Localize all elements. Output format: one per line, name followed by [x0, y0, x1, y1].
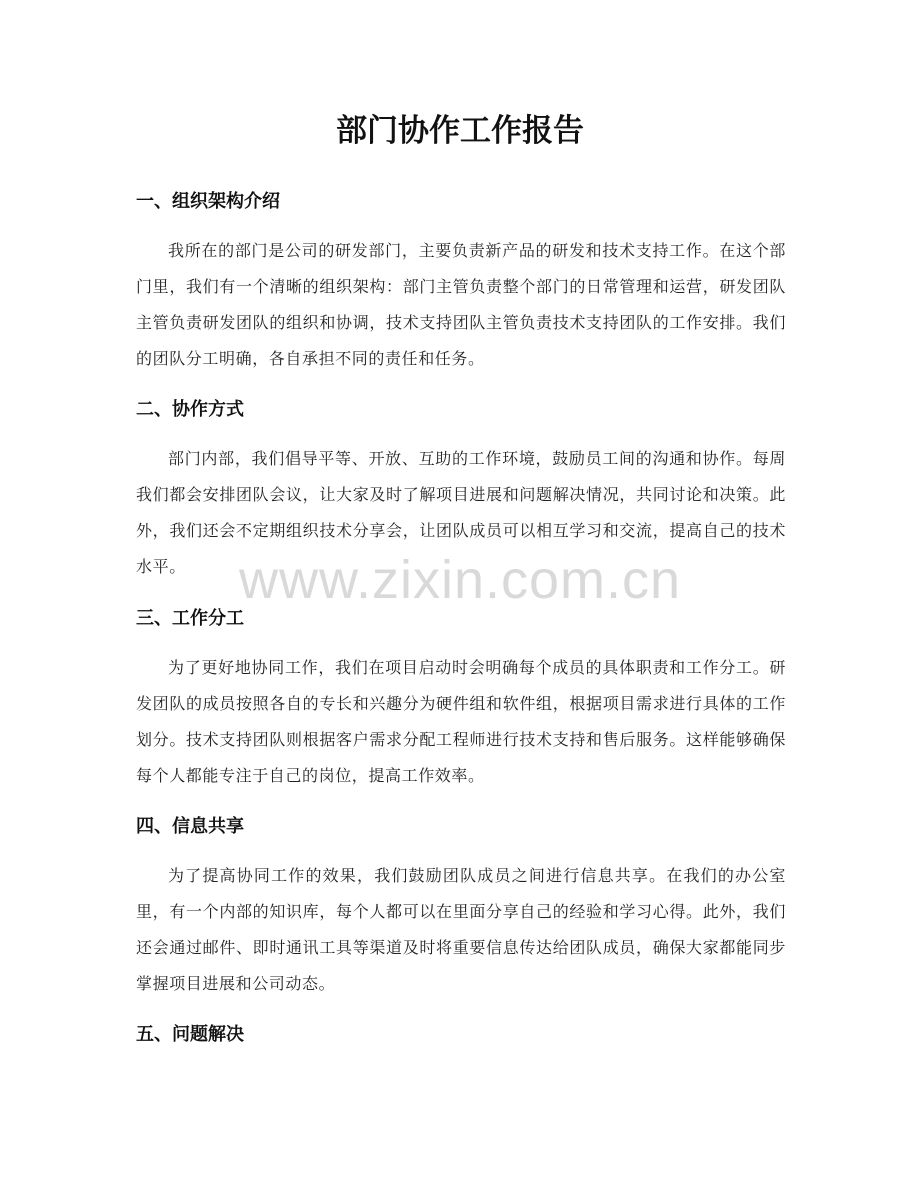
watermark: www.zixin.com.cn — [238, 550, 682, 610]
section-body-2: 部门内部，我们倡导平等、开放、互助的工作环境，鼓励员工间的沟通和协作。每周我们都会安排团队会议，让大家及时了解项目进展和问题解决情况，共同讨论和决策。此外，我们还会不定期组织技术分享会，让团队成员可以相互学习和交流，提高自己的技术水平。 — [136, 449, 786, 576]
section-heading-4: 四、信息共享 — [136, 816, 244, 837]
section-body-1: 我所在的部门是公司的研发部门，主要负责新产品的研发和技术支持工作。在这个部门里，我们有一个清晰的组织架构：部门主管负责整个部门的日常管理和运营，研发团队主管负责研发团队的组织和协调，技术支持团队主管负责技术支持团队的工作安排。我们的团队分工明确，各自承担不同的责任和任务。 — [136, 241, 786, 368]
section-heading-3: 三、工作分工 — [136, 608, 244, 629]
section-heading-1: 一、组织架构介绍 — [136, 191, 280, 212]
section-heading-5: 五、问题解决 — [136, 1024, 244, 1045]
section-heading-2: 二、协作方式 — [136, 399, 244, 420]
document-title: 部门协作工作报告 — [336, 113, 584, 149]
section-body-4: 为了提高协同工作的效果，我们鼓励团队成员之间进行信息共享。在我们的办公室里，有一个内部的知识库，每个人都可以在里面分享自己的经验和学习心得。此外，我们还会通过邮件、即时通讯工具等渠道及时将重要信息传达给团队成员，确保大家都能同步掌握项目进展和公司动态。 — [136, 866, 786, 993]
section-body-3: 为了更好地协同工作，我们在项目启动时会明确每个成员的具体职责和工作分工。研发团队的成员按照各自的专长和兴趣分为硬件组和软件组，根据项目需求进行具体的工作划分。技术支持团队则根据客户需求分配工程师进行技术支持和售后服务。这样能够确保每个人都能专注于自己的岗位，提高工作效率。 — [136, 658, 786, 785]
